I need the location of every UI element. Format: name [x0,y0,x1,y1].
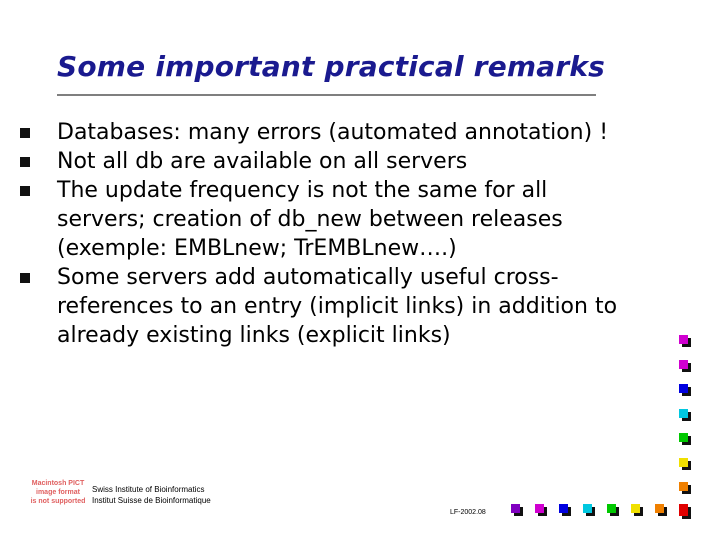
org-name-fr: Institut Suisse de Bioinformatique [92,496,211,505]
decor-square [631,504,640,513]
placeholder-line: image format [36,489,80,496]
decor-square [679,504,688,513]
bullet-item [0,176,680,263]
placeholder-line: Macintosh PICT [31,480,85,487]
decor-square [679,360,688,369]
bullet-item [0,147,680,176]
decor-square [655,504,664,513]
decor-square [679,433,688,442]
decor-square [559,504,568,513]
bullet-line: servers; creation of db_new between releases [57,207,563,232]
decor-square [679,458,688,467]
bullet-square-icon [20,128,30,138]
decor-square [583,504,592,513]
slide-title: Some important practical remarks [57,50,606,83]
title-underline [57,94,596,96]
footer-organization [92,484,211,506]
bullet-line: Databases: many errors (automated annotation) ! [57,120,609,145]
decor-square [679,384,688,393]
bullet-line: (exemple: EMBLnew; TrEMBLnew….) [57,236,457,261]
org-name-en: Swiss Institute of Bioinformatics [92,485,205,494]
unsupported-image-placeholder [28,476,88,509]
slide-code: LF-2002.08 [450,509,486,516]
bullet-list [0,118,680,350]
bullet-line: The update frequency is not the same for all [57,178,548,203]
bullet-line: already existing links (explicit links) [57,323,451,348]
decor-square [679,482,688,491]
bullet-line: Some servers add automatically useful cross- [57,265,559,290]
bullet-line: Not all db are available on all servers [57,149,468,174]
bullet-square-icon [20,273,30,283]
bullet-item [0,118,680,147]
decor-square [511,504,520,513]
bullet-item [0,263,680,350]
placeholder-line: is not supported [30,498,86,505]
bullet-square-icon [20,186,30,196]
decor-square [535,504,544,513]
bullet-square-icon [20,157,30,167]
decor-square [607,504,616,513]
decor-square [679,335,688,344]
decor-square [679,409,688,418]
bullet-line: references to an entry (implicit links) in addition to [57,294,618,319]
